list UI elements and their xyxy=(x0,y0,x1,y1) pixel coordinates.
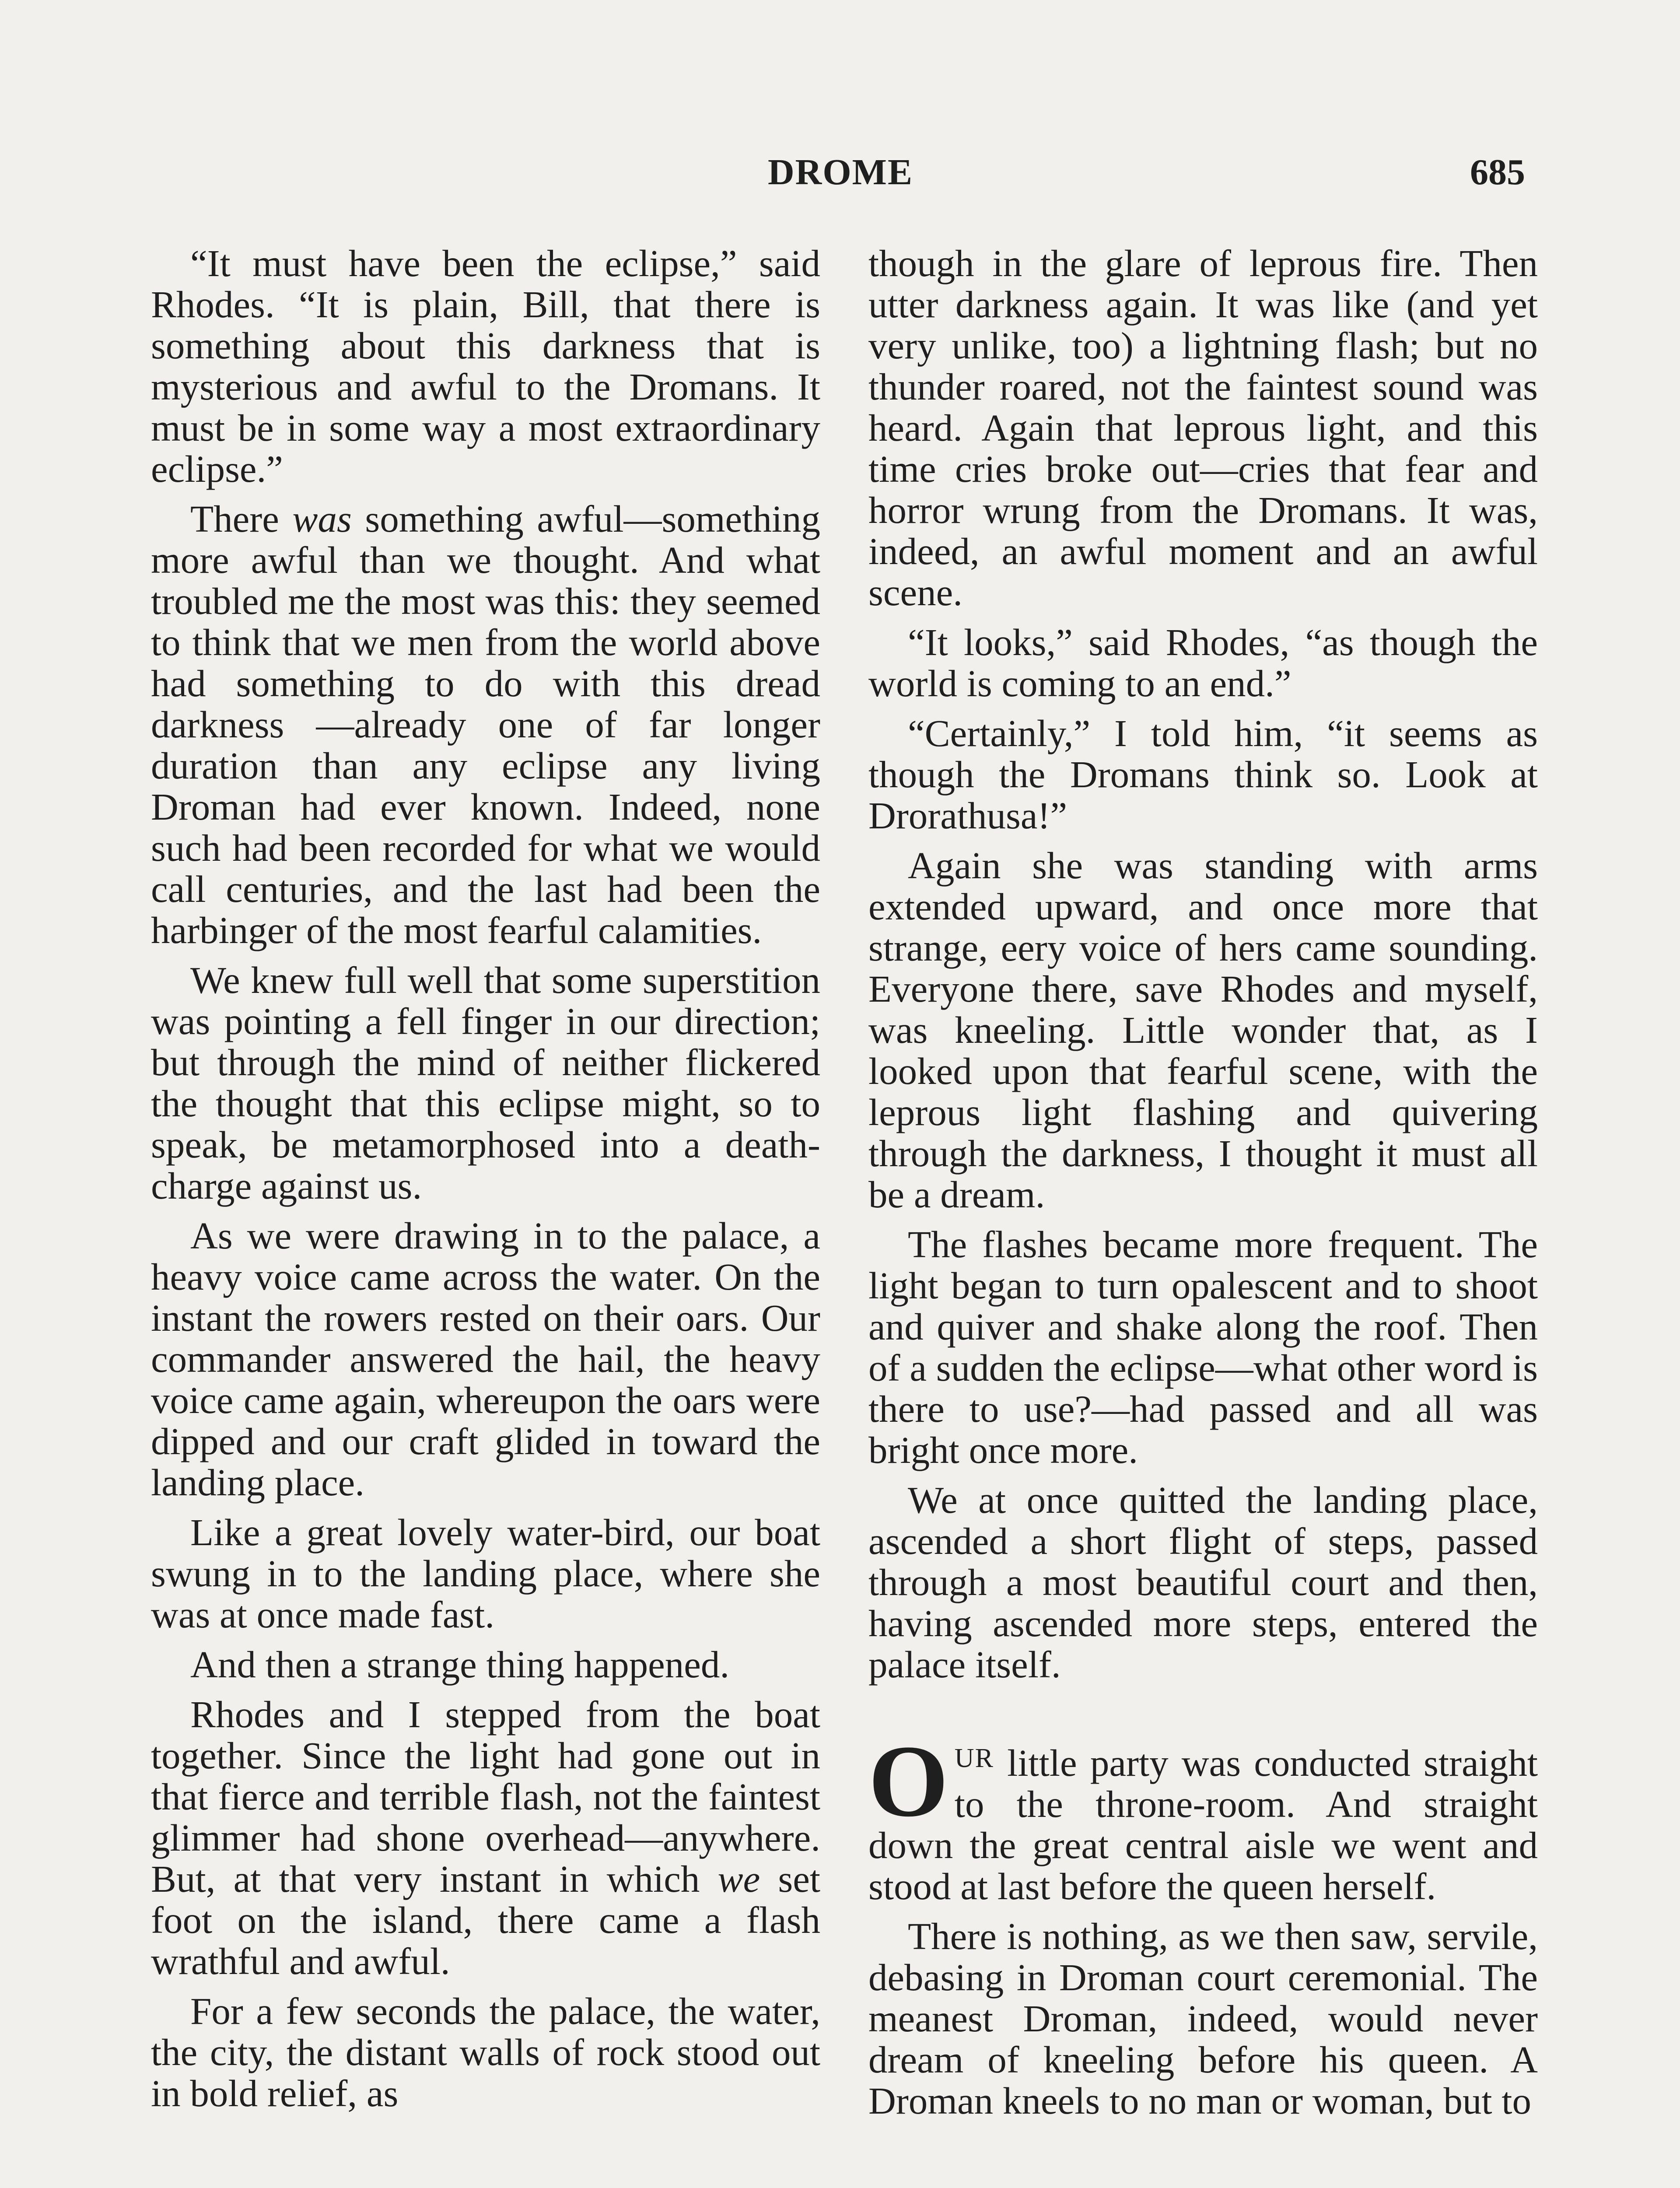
paragraph: There is nothing, as we then saw, servile, debasing in Droman court ceremonial. The meanest Droman, indeed, would never dream of kneeling before his queen. A Droman kneels to no man or woman, but to xyxy=(868,1915,1538,2122)
paragraph: The flashes became more frequent. The light began to turn opalescent and to shoot and quiver and shake along the roof. Then of a sudden the eclipse—what other word is there to use?—had passed and all was bright once more. xyxy=(868,1223,1538,1471)
paragraph-text: little party was conducted straight to the throne-room. And straight down the great central aisle we went and stood at last before the queen herself. xyxy=(868,1742,1538,1907)
paragraph: We at once quitted the landing place, ascended a short flight of steps, passed through a most beautiful court and then, having ascended more steps, entered the palace itself. xyxy=(868,1479,1538,1686)
paragraph: “It looks,” said Rhodes, “as though the world is coming to an end.” xyxy=(868,621,1538,705)
paragraph-text: something awful—something more awful than we thought. And what troubled me the most was this: they seemed to think that we men from the world above had something to do with this dread darkness —already one of far longer duration than any eclipse any living Droman had ever known. Indeed, none such had been recorded for what we would call centuries, and the last had been the harbinger of the most fearful calamities. xyxy=(151,498,820,951)
paragraph: As we were drawing in to the palace, a heavy voice came across the water. On the instant the rowers rested on their oars. Our commander answered the hail, the heavy voice came again, whereupon the oars were dipped and our craft glided in toward the landing place. xyxy=(151,1214,820,1504)
paragraph: For a few seconds the palace, the water, the city, the distant walls of rock stood out in bold relief, as xyxy=(151,1990,820,2114)
page-number: 685 xyxy=(1470,152,1525,193)
right-column xyxy=(868,243,1538,2130)
paragraph: And then a strange thing happened. xyxy=(190,1643,730,1686)
running-title: DROME xyxy=(768,152,913,193)
paragraph: though in the glare of leprous fire. Then utter darkness again. It was like (and yet very unlike, too) a lightning flash; but no thunder roared, not the faintest sound was heard. Again that leprous light, and this time cries broke out—cries that fear and horror wrung from the Dromans. It was, indeed, an awful moment and an awful scene. xyxy=(868,242,1538,614)
paragraph: “It must have been the eclipse,” said Rhodes. “It is plain, Bill, that there is something about this darkness that is mysterious and awful to the Dromans. It must be in some way a most extraordinary eclipse.” xyxy=(151,242,820,490)
paragraph: We knew full well that some superstition was pointing a fell finger in our direction; but through the mind of neither flickered the thought that this eclipse might, so to speak, be metamorphosed into a death-charge against us. xyxy=(151,959,820,1207)
paragraph: Like a great lovely water-bird, our boat swung in to the landing place, where she was at once made fast. xyxy=(151,1511,820,1636)
left-column xyxy=(151,243,820,2123)
emphasis-text: was xyxy=(292,498,352,540)
paragraph-text: Rhodes and I stepped from the boat together. Since the light had gone out in that fierce and terrible flash, not the faintest glimmer had shone overhead—anywhere. But, at that very instant in which xyxy=(151,1693,820,1900)
paragraph-text: set foot on the island, there came a flash wrathful and awful. xyxy=(151,1858,820,1982)
paragraph-text: There xyxy=(190,498,293,540)
paragraph: “Certainly,” I told him, “it seems as though the Dromans think so. Look at Drorathusa!” xyxy=(868,712,1538,837)
paragraph xyxy=(151,498,820,951)
small-caps-text: UR xyxy=(954,1743,994,1773)
paragraph: Again she was standing with arms extended upward, and once more that strange, eery voice of hers came sounding. Everyone there, save Rhodes and myself, was kneeling. Little wonder that, as I looked upon that fearful scene, with the leprous light flashing and quivering through the darkness, I thought it must all be a dream. xyxy=(868,844,1538,1216)
drop-cap: O xyxy=(868,1724,948,1838)
section-opening-paragraph xyxy=(868,1724,1538,1907)
emphasis-text: we xyxy=(718,1858,760,1900)
paragraph xyxy=(151,1694,820,1982)
